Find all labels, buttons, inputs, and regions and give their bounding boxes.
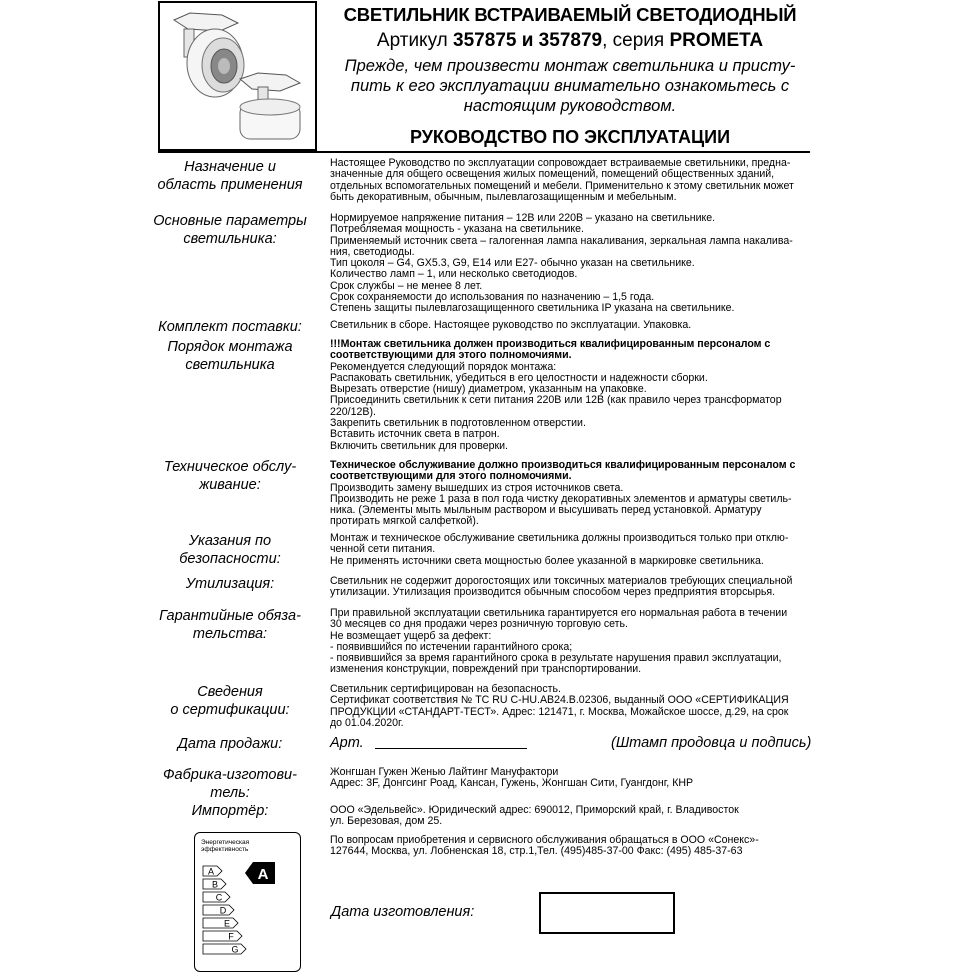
energy-class-letter-c: C (215, 892, 223, 903)
text-line: Распаковать светильник, убедиться в его целостности и надежности сборки. (330, 371, 708, 384)
params-label (140, 212, 320, 248)
bold-line: Техническое обслуживание должно производиться квалифицированным персоналом с (330, 459, 796, 471)
sale-date-label: Дата продажи: (177, 736, 283, 752)
text-line: По вопросам приобретения и сервисного обслуживания обращаться в ООО «Сонекс»- (330, 833, 759, 846)
label-line: Указания по (188, 533, 272, 549)
maintenance-text (330, 460, 810, 528)
text-line: ПРОДУКЦИИ «СТАНДАРТ-ТЕСТ». Адрес: 121471, г. Москва, Можайское шоссе, д.29, на срок (330, 705, 789, 718)
luminaire-illustration (160, 3, 315, 149)
text-line: Включить светильник для проверки. (330, 439, 508, 452)
series-name: PROMETA (669, 30, 764, 51)
text-line: Степень защиты пылевлагозащищенного светильника IP указана на светильнике. (330, 302, 735, 315)
text-line: Настоящее Руководство по эксплуатации сопровождает встраиваемые светильники, предна- (330, 157, 791, 169)
energy-rating-letter: A (257, 866, 269, 883)
energy-class-letter-g: G (231, 944, 239, 955)
purpose-text (330, 158, 810, 203)
label-line: Импортёр: (191, 803, 269, 819)
text-line: Сертификат соответствия № ТС RU С-HU.АВ24.В.02306, выданный ООО «СЕРТИФИКАЦИЯ (330, 694, 789, 707)
bold-line: соответствующими для этого полномочиями. (330, 349, 572, 362)
kit-label (140, 318, 320, 336)
text-line: Производить замену вышедших из строя источников света. (330, 481, 624, 494)
certification-text (330, 684, 810, 729)
text-line: Рекомендуется следующий порядок монтажа: (330, 360, 557, 373)
safety-text (330, 533, 810, 567)
label-line: Комплект поставки: (158, 319, 302, 335)
text-line: отдельных вспомогательных помещений и мебели. Применительно к этому светильник может (330, 179, 794, 192)
text-line: Светильник не содержит дорогостоящих или токсичных материалов требующих специальной (330, 575, 793, 587)
energy-title-line: эффективность (201, 846, 249, 853)
label-line: область применения (157, 177, 303, 193)
text-line: 220/12В). (330, 405, 376, 418)
article-field-line[interactable] (375, 748, 527, 749)
text-line: Светильник в сборе. Настоящее руководство по эксплуатации. Упаковка. (330, 319, 692, 331)
importer-text (330, 805, 810, 857)
energy-class-letter-a: A (207, 866, 215, 877)
label-line: тельства: (192, 626, 268, 642)
disposal-label (140, 575, 320, 593)
label-line: светильника (185, 357, 275, 373)
text-line: ника. (Элементы мыть мыльным раствором и высушивать перед установкой. Арматуру (330, 504, 762, 517)
text-line: Присоединить светильник к сети питания 220В или 12В (как правило через трансформатор (330, 394, 782, 407)
label-line: Фабрика-изготови- (163, 767, 297, 783)
text-line: При правильной эксплуатации светильника гарантируется его нормальная работа в течении (330, 607, 788, 619)
document-title: СВЕТИЛЬНИК ВСТРАИВАЕМЫЙ СВЕТОДИОДНЫЙ (343, 4, 797, 25)
text-line: 30 месяцев со дня продажи через розничную торговую сеть. (330, 618, 628, 631)
text-line: - появившийся по истечении гарантийного срока; (330, 640, 573, 653)
energy-class-bar-d (203, 905, 234, 915)
energy-class-letter-e: E (223, 918, 231, 929)
warning-line: пить к его эксплуатации внимательно ознакомьтесь с (350, 77, 790, 95)
factory-text (330, 767, 810, 790)
label-line: о сертификации: (170, 702, 290, 718)
text-line: Адрес: 3F, Донгсинг Роад, Кансан, Гужень, Жонгшан Сити, Гуангдонг, КНР (330, 777, 694, 790)
factory-label (140, 766, 320, 802)
text-line: Производить не реже 1 раза в пол года чистку декоративных элементов и арматуры светиль- (330, 492, 792, 505)
text-line: быть декоративным, обычным, пылевлагозащищенным и мебельным. (330, 190, 677, 203)
text-line: Срок сохраняемости до использования по назначению – 1,5 года. (330, 291, 655, 304)
bold-line: соответствующими для этого полномочиями. (330, 470, 572, 483)
energy-class-bar-f (203, 931, 242, 941)
energy-class-bar-e (203, 918, 238, 928)
text-line: Закрепить светильник в подготовленном отверстии. (330, 417, 586, 430)
kit-text (330, 320, 810, 331)
label-line: светильника: (183, 231, 277, 247)
mounting-text (330, 339, 810, 452)
product-photo (158, 1, 317, 151)
params-text (330, 213, 810, 315)
manufacture-date-label: Дата изготовления: (331, 904, 475, 920)
energy-title-line: Энергетическая (201, 839, 250, 846)
text-line: Вырезать отверстие (нишу) диаметром, указанным на упаковке. (330, 383, 647, 396)
certification-label (140, 683, 320, 719)
label-line: Утилизация: (185, 576, 275, 592)
safety-label (140, 532, 320, 568)
warranty-text (330, 608, 810, 676)
text-line: 127644, Москва, ул. Лобненская 18, стр.1,Тел. (495)485-37-00 Факс: (495) 485-37-63 (330, 844, 743, 857)
text-line: ченной сети питания. (330, 543, 436, 556)
mounting-label (140, 338, 320, 374)
text-line: Вставить источник света в патрон. (330, 428, 500, 441)
manual-title: РУКОВОДСТВО ПО ЭКСПЛУАТАЦИИ (409, 127, 731, 147)
energy-class-letter-d: D (219, 905, 227, 916)
label-line: тель: (210, 785, 250, 801)
text-line: значенные для общего освещения жилых помещений, помещений общественных зданий, (330, 168, 775, 181)
energy-scale (195, 833, 299, 969)
maintenance-label (140, 458, 320, 494)
energy-class-bar-g (203, 944, 246, 954)
header-divider (158, 151, 810, 153)
text-line: Не применять источники света мощностью более указанной в маркировке светильника. (330, 554, 764, 567)
article-prefix: Артикул (376, 30, 448, 51)
label-line: Основные параметры (153, 213, 307, 229)
text-line: утилизации. Утилизация производится обычным способом через предприятия вторсырья. (330, 586, 776, 599)
article-numbers: 357875 и 357879 (453, 30, 603, 51)
warranty-label (140, 607, 320, 643)
text-line: Светильник сертифицирован на безопасность. (330, 683, 561, 695)
importer-label (140, 802, 320, 820)
text-line: изменения конструкции, повреждений при транспортировании. (330, 663, 642, 676)
text-line: Срок службы – не менее 8 лет. (330, 279, 483, 292)
text-line: Применяемый источник света – галогенная лампа накаливания, зеркальная лампа накалива- (330, 234, 793, 247)
warning-text (322, 56, 818, 116)
text-line: - появившийся за время гарантийного срока в результате нарушения правил эксплуатации, (330, 652, 782, 665)
text-line: Не возмещает ущерб за дефект: (330, 629, 492, 642)
text-line: ния, светодиоды. (330, 245, 415, 258)
text-line: ул. Березовая, дом 25. (330, 815, 443, 828)
energy-class-letter-b: B (211, 879, 219, 890)
article-line (320, 30, 820, 52)
text-line: Количество ламп – 1, или несколько светодиодов. (330, 268, 578, 281)
text-line: Нормируемое напряжение питания – 12В или 220В – указано на светильнике. (330, 212, 716, 224)
label-line: безопасности: (179, 551, 281, 567)
series-prefix: , серия (602, 30, 665, 51)
bold-line: !!!Монтаж светильника должен производиться квалифицированным персоналом с (330, 338, 771, 350)
energy-efficiency-label (194, 832, 301, 972)
energy-class-letter-f: F (228, 931, 234, 942)
manufacture-date-box[interactable] (539, 892, 675, 934)
label-line: живание: (199, 477, 261, 493)
purpose-label (140, 158, 320, 194)
text-line: ООО «Эдельвейс». Юридический адрес: 690012, Приморский край, г. Владивосток (330, 804, 739, 816)
text-line: Монтаж и техническое обслуживание светильника должны производиться только при отклю- (330, 532, 789, 544)
text-line: Жонгшан Гужен Женью Лайтинг Мануфактори (330, 766, 559, 778)
label-line: Гарантийные обяза- (159, 608, 301, 624)
text-line: протирать мягкой салфеткой). (330, 515, 479, 528)
warning-line: настоящим руководством. (463, 97, 677, 115)
text-line: до 01.04.2020г. (330, 716, 404, 729)
warning-line: Прежде, чем произвести монтаж светильника и присту- (344, 57, 796, 75)
text-line: Потребляемая мощность - указана на светильнике. (330, 223, 584, 236)
stamp-note: (Штамп продовца и подпись) (611, 735, 812, 751)
label-line: Сведения (197, 684, 263, 700)
label-line: Техническое обслу- (163, 459, 297, 475)
text-line: Тип цоколя – G4, GX5.3, G9, E14 или E27- обычно указан на светильнике. (330, 257, 695, 270)
disposal-text (330, 576, 810, 599)
label-line: Порядок монтажа (167, 339, 293, 355)
article-field-label: Арт. (330, 735, 364, 751)
label-line: Назначение и (184, 159, 276, 175)
